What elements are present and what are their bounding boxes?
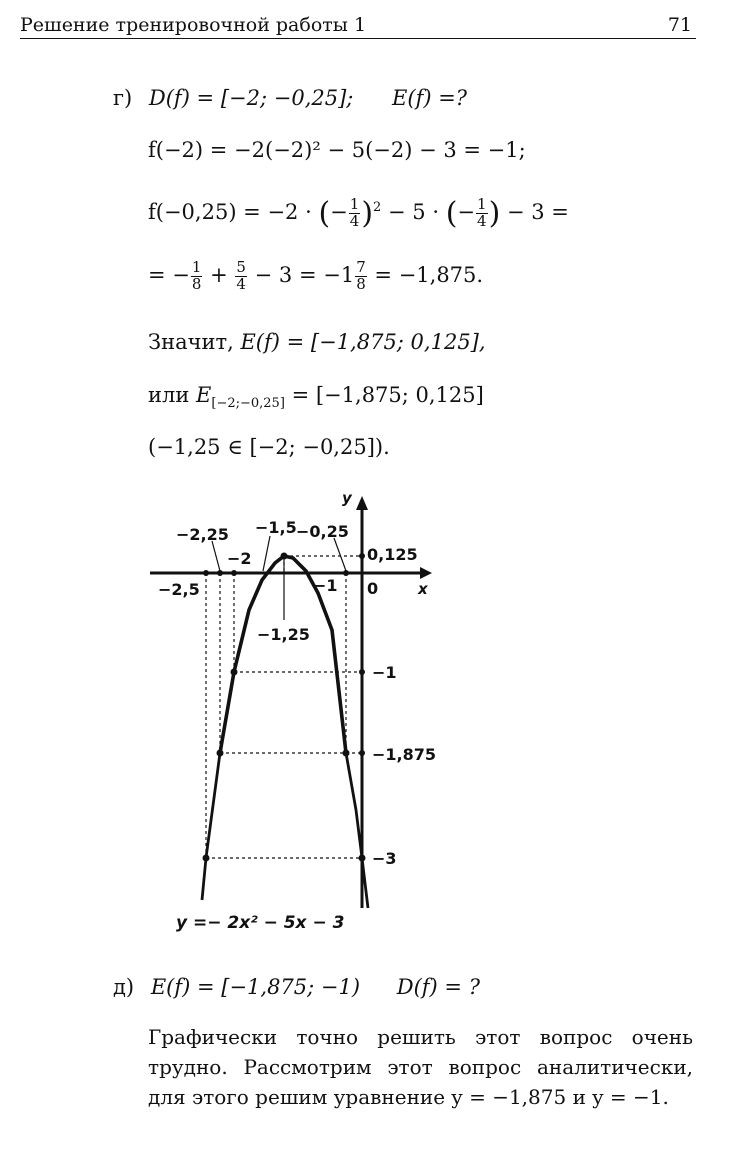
calc-line: = − $\frac{1}{8}$ + $\frac{5}{4}$ − 3 = −1 $\frac{7}{8}$ = −1,875. — [148, 258, 484, 293]
label-0-125: 0,125 — [367, 545, 418, 564]
f-minus-quarter-end: − 3 = — [506, 200, 569, 224]
or-word: или — [148, 383, 190, 407]
y-axis-arrow — [356, 496, 368, 510]
part-g-label: г) — [113, 86, 133, 110]
quarter-fraction-2: $\frac{1}{4}$ — [477, 195, 487, 230]
quarter-fraction-1: $\frac{1}{4}$ — [349, 195, 360, 230]
label-minus-2: −2 — [227, 549, 252, 568]
label-minus-1-y: −1 — [372, 663, 397, 682]
therefore-word: Значит, — [148, 330, 234, 354]
label-minus-1-x: −1 — [313, 576, 338, 595]
equation-label: y =− 2x² − 5x − 3 — [176, 913, 345, 933]
part-d-paragraph: Графически точно решить этот вопрос очень трудно. Рассмотрим этот вопрос аналитически, для этого решим уравнение y = −1,875 и y = −1. — [148, 1025, 693, 1109]
range-question: E(f) =? — [392, 86, 468, 110]
label-minus-3: −3 — [372, 849, 397, 868]
or-line: или $E_{[-2;-0,25]} = [-1,875$; 0,125] — [148, 383, 484, 412]
page-number: 71 — [667, 14, 692, 36]
domain-expression: D(f) = [−2; −0,25]; — [148, 86, 354, 110]
label-minus-1-25: −1,25 — [257, 625, 310, 644]
label-minus-2-5: −2,5 — [158, 580, 200, 599]
fraction-seven-eighths: $\frac{7}{8}$ — [356, 258, 366, 293]
running-title: Решение тренировочной работы 1 — [20, 14, 367, 36]
open-paren: ( — [318, 196, 331, 231]
part-d-domain-question: D(f) = ? — [396, 975, 480, 999]
f-minus-two-line: f(−2) = −2(−2)² − 5(−2) − 3 = −1; — [148, 138, 526, 162]
label-minus-2-25: −2,25 — [176, 525, 229, 544]
fraction-five-quarters: $\frac{5}{4}$ — [236, 258, 246, 293]
label-minus-1-5: −1,5 — [255, 518, 297, 537]
fraction-one-eighth: $\frac{1}{8}$ — [191, 258, 202, 293]
f-minus-quarter-mid: − 5 · — [388, 200, 439, 224]
f-minus-quarter-line: f(−0,25) = −2 · (− $\frac{1}{4}$ )$^2$ − 5 · (− $\frac{1}{4}$ ) − 3 = — [148, 195, 569, 231]
origin-label: 0 — [367, 579, 379, 598]
y-axis-label: y — [342, 489, 352, 507]
x-axis-label: x — [418, 580, 428, 598]
label-minus-1-875: −1,875 — [372, 745, 437, 764]
part-d-line — [113, 975, 480, 999]
x-axis-arrow — [420, 567, 432, 579]
part-d-range: E(f) = [−1,875; −1) — [150, 975, 361, 999]
membership-line: (−1,25 ∈ [−2; −0,25]). — [148, 435, 390, 459]
label-minus-0-25: −0,25 — [296, 522, 349, 541]
part-d-label: д) — [113, 975, 135, 999]
f-minus-quarter-lhs: f(−0,25) = −2 · — [148, 200, 312, 224]
therefore-expression: E(f) = [−1,875; 0,125], — [240, 330, 486, 354]
